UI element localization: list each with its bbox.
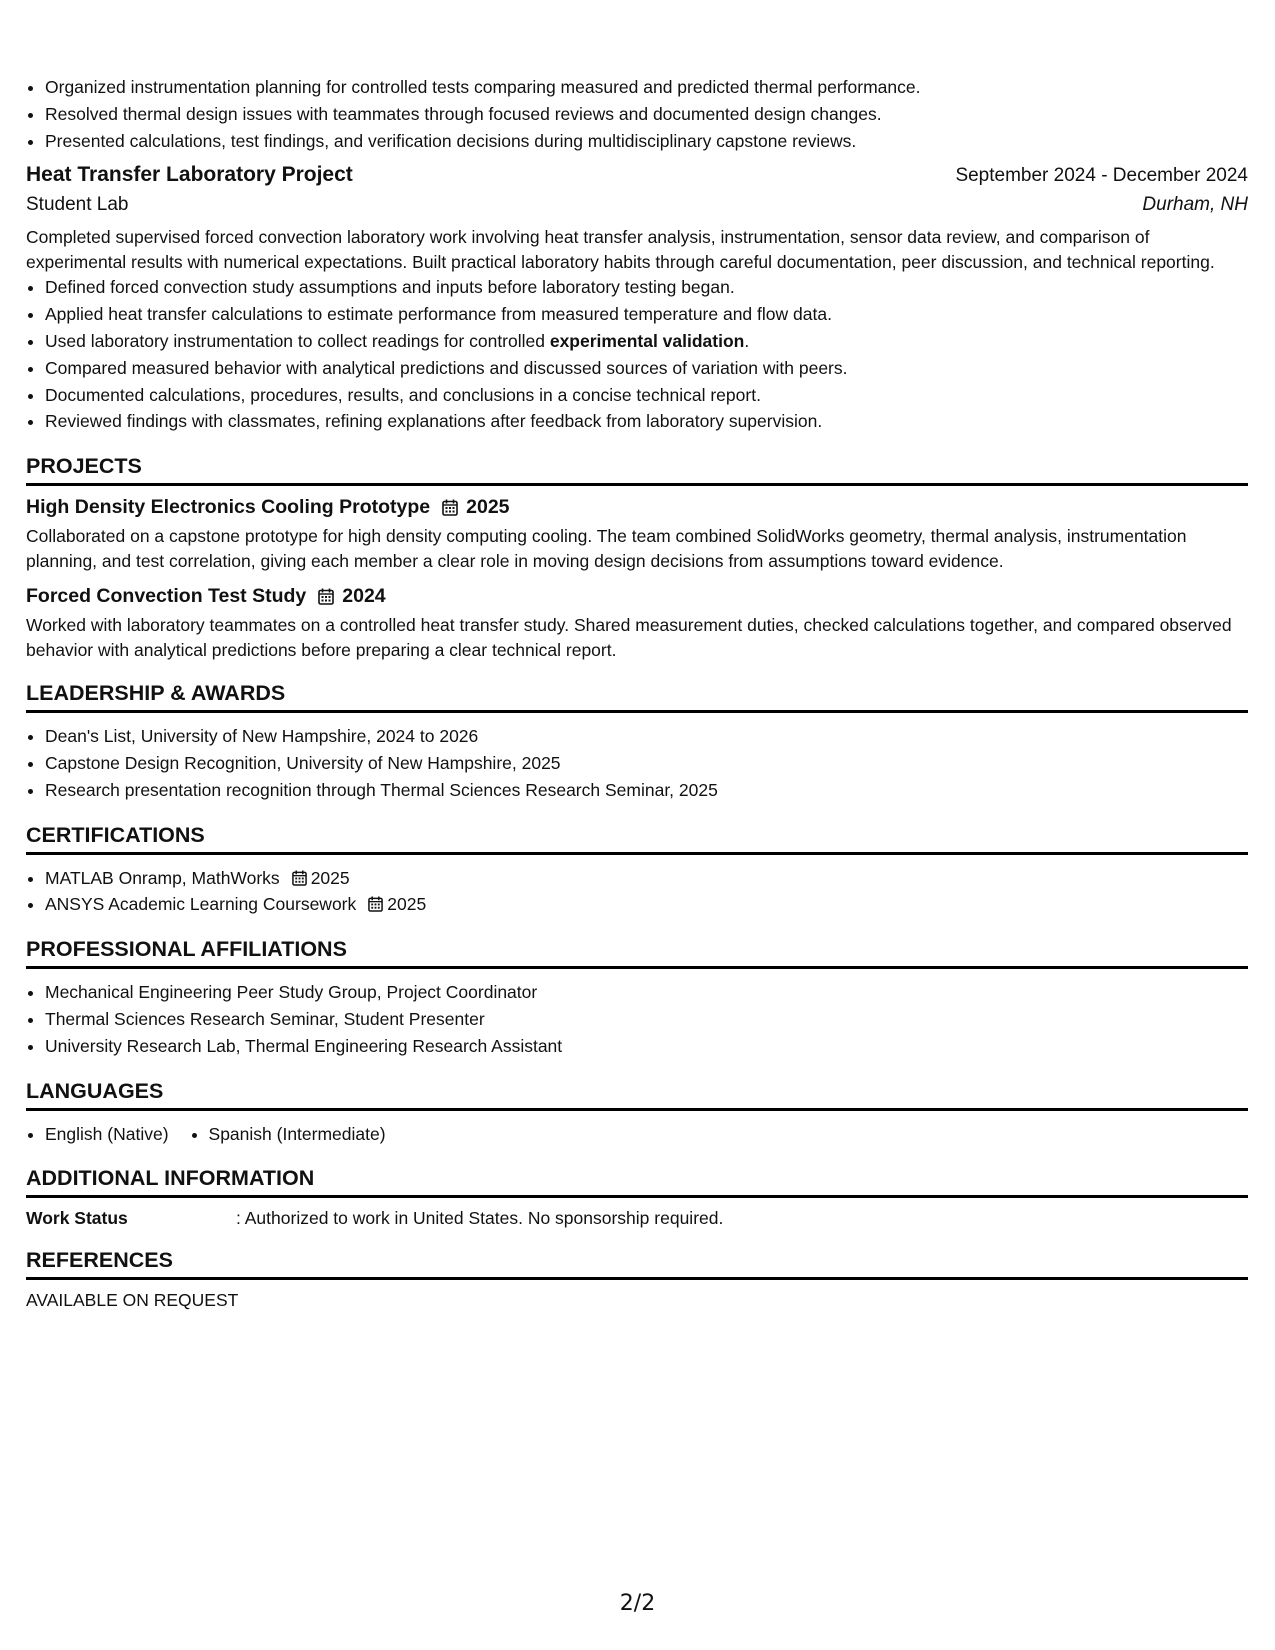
list-item: • Applied heat transfer calculations to estimate performance from measured temperature and flow data. [45, 301, 1248, 328]
calendar-icon [442, 499, 458, 516]
list-item: • University Research Lab, Thermal Engineering Research Assistant [45, 1033, 1248, 1060]
references-text: AVAILABLE ON REQUEST [26, 1290, 239, 1311]
list-item: • Mechanical Engineering Peer Study Group, Project Coordinator [45, 979, 1248, 1006]
project-title: High Density Electronics Cooling Prototype [26, 496, 431, 519]
section-heading-certifications: CERTIFICATIONS [26, 822, 1248, 855]
list-item: • Defined forced convection study assumptions and inputs before laboratory testing began. [45, 274, 1248, 301]
section-heading-references: REFERENCES [26, 1247, 1248, 1280]
entry-dates: September 2024 - December 2024 [955, 165, 1248, 187]
list-item: • Spanish (Intermediate) [209, 1121, 386, 1148]
list-item [45, 865, 1248, 892]
calendar-icon [318, 588, 334, 605]
certification-year: 2025 [387, 894, 427, 915]
entry-title: Heat Transfer Laboratory Project [26, 163, 353, 187]
certifications-list [26, 865, 1248, 919]
bullet-text: Used laboratory instrumentation to collect readings for controlled [45, 330, 550, 351]
list-item: • Reviewed findings with classmates, refining explanations after feedback from laboratory supervision. [45, 408, 1248, 435]
certification-name: MATLAB Onramp, MathWorks [45, 867, 280, 888]
project-year: 2024 [342, 585, 386, 608]
section-heading-affiliations: PROFESSIONAL AFFILIATIONS [26, 936, 1248, 969]
list-item [45, 891, 1248, 918]
entry-bullets [26, 274, 1248, 435]
section-heading-languages: LANGUAGES [26, 1078, 1248, 1111]
languages-list [26, 1121, 1248, 1148]
resume-page [26, 74, 1248, 1311]
list-item: • Documented calculations, procedures, results, and conclusions in a concise technical report. [45, 382, 1248, 409]
leadership-list [26, 723, 1248, 803]
project-description: Collaborated on a capstone prototype for high density computing cooling. The team combined SolidWorks geometry, thermal analysis, instrumentation planning, and test correlation, giving each member a clear role in moving design decisions from assumptions toward evidence. [26, 526, 1187, 571]
project-title: Forced Convection Test Study [26, 585, 307, 608]
list-item: • Presented calculations, test findings, and verification decisions during multidisciplinary capstone reviews. [45, 128, 1248, 155]
list-item [45, 328, 1248, 355]
list-item: • Organized instrumentation planning for controlled tests comparing measured and predicted thermal performance. [45, 74, 1248, 101]
entry-description: Completed supervised forced convection laboratory work involving heat transfer analysis, instrumentation, sensor data review, and comparison of experimental results with numerical expectations. Built practical laboratory habits through careful documentation, peer discussion, and technical reporting. [26, 227, 1215, 272]
project-item [26, 585, 1248, 662]
page-number: 2/2 [619, 1591, 656, 1616]
certification-name: ANSYS Academic Learning Coursework [45, 894, 357, 915]
list-item: • Thermal Sciences Research Seminar, Student Presenter [45, 1006, 1248, 1033]
list-item: • Compared measured behavior with analytical predictions and discussed sources of variation with peers. [45, 355, 1248, 382]
entry-location: Durham, NH [1142, 194, 1248, 216]
work-status-label: Work Status [26, 1208, 128, 1229]
affiliations-list [26, 979, 1248, 1059]
experience-entry [26, 163, 1248, 435]
experience-tail-bullets [26, 74, 1248, 154]
list-item: • Resolved thermal design issues with teammates through focused reviews and documented design changes. [45, 101, 1248, 128]
project-item [26, 496, 1248, 573]
section-heading-leadership: LEADERSHIP & AWARDS [26, 680, 1248, 713]
bullet-text: . [744, 330, 750, 351]
list-item: • English (Native) [45, 1121, 169, 1148]
bullet-bold-text: experimental validation [549, 330, 745, 351]
section-heading-additional: ADDITIONAL INFORMATION [26, 1165, 1248, 1198]
project-description: Worked with laboratory teammates on a controlled heat transfer study. Shared measurement duties, checked calculations together, and compared observed behavior with analytical predictions before preparing a clear technical report. [26, 615, 1232, 660]
work-status-value: : Authorized to work in United States. No sponsorship required. [236, 1208, 724, 1229]
entry-organization: Student Lab [26, 194, 129, 216]
project-year: 2025 [466, 496, 510, 519]
section-heading-projects: PROJECTS [26, 453, 1248, 486]
list-item: • Dean's List, University of New Hampshire, 2024 to 2026 [45, 723, 1248, 750]
work-status-row [26, 1208, 1248, 1229]
calendar-icon [292, 870, 307, 886]
list-item: • Research presentation recognition through Thermal Sciences Research Seminar, 2025 [45, 777, 1248, 804]
certification-year: 2025 [310, 867, 350, 888]
calendar-icon [368, 896, 383, 912]
list-item: • Capstone Design Recognition, University of New Hampshire, 2025 [45, 750, 1248, 777]
